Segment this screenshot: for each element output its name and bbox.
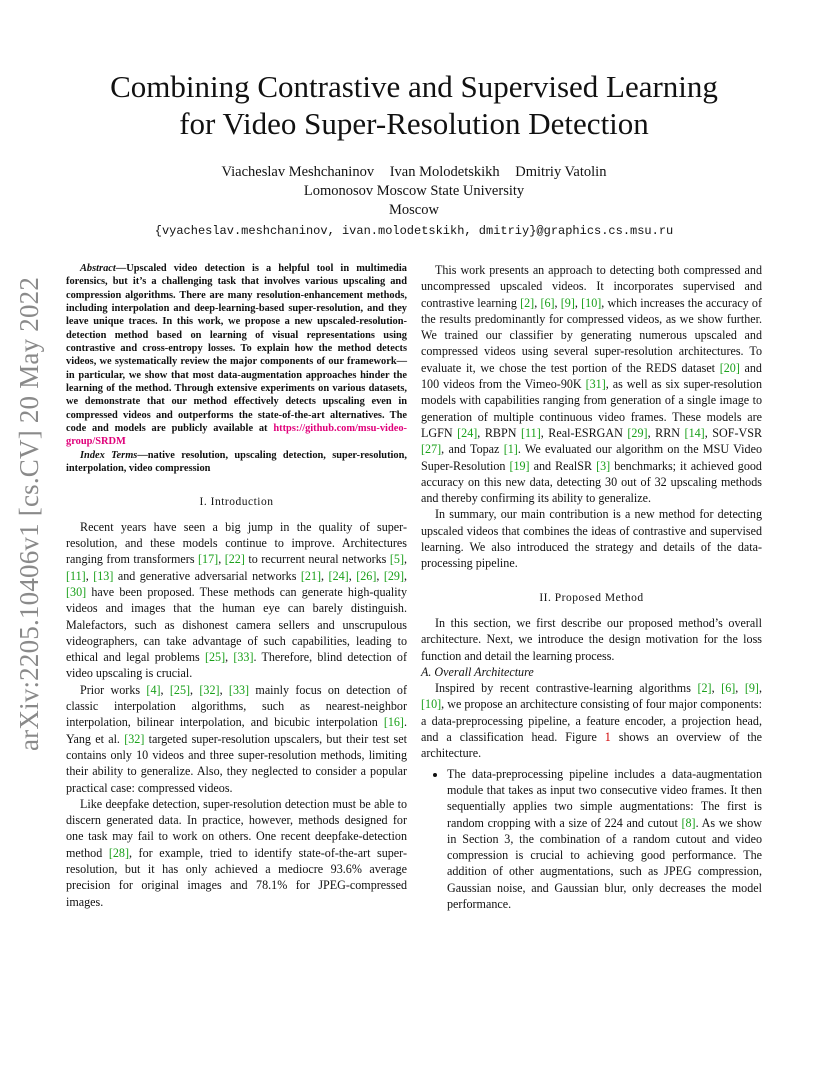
citation-link[interactable]: [2] — [520, 295, 535, 310]
list-item — [447, 766, 762, 913]
text-run: , — [160, 682, 170, 697]
text-run: This work presents an approach to detecting both compressed and uncompressed upscaled videos. It incorporates supervised and contrastive learning — [421, 263, 762, 310]
citation-link[interactable]: [19] — [509, 458, 530, 473]
text-run: , — [348, 568, 357, 583]
text-run: and generative adversarial networks — [113, 568, 301, 583]
text-run: , — [218, 552, 225, 567]
text-run: , for example, tried to identify state-of-the-art super-resolution, but it has only achieved a mediocre 93.6% average precision for original images and 78.1% for JPEG-compressed images. — [66, 845, 407, 909]
citation-link[interactable]: [25] — [204, 650, 226, 665]
citation-link[interactable]: [1] — [503, 442, 518, 457]
text-run: shows an overview of the architecture. — [421, 730, 762, 761]
text-run: to recurrent neural networks — [244, 552, 390, 567]
intro-paragraph-3 — [66, 796, 407, 910]
citation-link[interactable]: [8] — [681, 815, 696, 830]
text-run: . We evaluated our algorithm on the MSU Video Super-Resolution — [421, 442, 762, 473]
text-run: , which increases the accuracy of the results predominantly for compressed videos, as we show further. We trained our classifier by generating numerous upscaled and compressed videos using several super-resolution architectures. To evaluate it, we chose the test portion of the REDS dataset — [421, 295, 763, 375]
citation-link[interactable]: [6] — [721, 681, 736, 696]
text-run: , — [574, 295, 582, 310]
text-run: , — [534, 295, 541, 310]
figure-reference-link[interactable]: 1 — [604, 730, 611, 745]
citation-link[interactable]: [16] — [383, 715, 404, 730]
text-run: , — [190, 682, 200, 697]
architecture-paragraph — [421, 680, 762, 761]
text-run: , — [404, 568, 408, 583]
citation-link[interactable]: [21] — [300, 568, 322, 583]
architecture-component-list — [421, 766, 762, 913]
citation-link[interactable]: [20] — [719, 360, 740, 375]
section-heading-proposed-method: II. Proposed Method — [539, 591, 644, 604]
citation-link[interactable]: [9] — [560, 295, 575, 310]
citation-link[interactable]: [11] — [66, 568, 86, 583]
text-run: . As we show in Section 3, the combination of a random cutout and video compression is crucial to achieving good performance. The addition of other augmentations, such as JPEG compression, Gaussian noise, and Gaussian blur, only decreases the model performance. — [447, 815, 762, 911]
text-run: , Real-ESRGAN — [540, 425, 628, 440]
paper-header — [60, 68, 768, 240]
text-run: and 100 videos from the Vimeo-90K — [421, 360, 762, 392]
code-link[interactable]: https://github.com/msu-video-group/SRDM — [66, 423, 407, 448]
text-run: Like deepfake detection, super-resolution detection must be able to discern generated data. In practice, however, methods designed for one task may fail to work on others. One recent deepfake-detection method — [66, 796, 407, 860]
text-run: , and Topaz — [441, 442, 504, 457]
section-heading-introduction: I. Introduction — [199, 495, 274, 508]
citation-link[interactable]: [33] — [233, 650, 254, 665]
citation-link[interactable]: [29] — [383, 568, 405, 583]
text-run: , SOF-VSR — [704, 425, 763, 440]
text-run: , — [711, 681, 722, 696]
author-name: Viacheslav Meshchaninov — [221, 164, 375, 180]
method-paragraph: In this section, we first describe our proposed method’s overall architecture. Next, we introduce the design motivation for the loss function and detail the learning process. — [421, 615, 762, 663]
text-run: , — [758, 681, 762, 696]
text-run: , — [554, 295, 561, 310]
title-line-2: for Video Super-Resolution Detection — [179, 106, 649, 141]
citation-link[interactable]: [32] — [124, 731, 145, 746]
citation-link[interactable]: [14] — [684, 425, 705, 440]
citation-link[interactable]: [28] — [108, 845, 129, 860]
text-run: have been proposed. These methods can generate high-quality videos and images that the human eye can barely distinguish. Malefactors, such as dishonest camera sellers and unscrupulous videographers, can take advantage of such capabilities, leading to ethical and legal problems — [66, 584, 407, 665]
text-run: , — [225, 650, 234, 665]
author-list — [60, 163, 768, 182]
text-run: . Therefore, blind detection of video upscaling is crucial. — [66, 650, 407, 681]
citation-link[interactable]: [6] — [540, 295, 555, 310]
text-run: , RRN — [647, 425, 685, 440]
text-run: targeted super-resolution upscalers, but their test set contains only 10 videos and three super-resolution methods, limiting their ability to generalize. Also, they neglected to consider a popular practical case: compressed videos. — [66, 731, 407, 795]
email-addresses: {vyacheslav.meshchaninov, ivan.molodetskikh, dmitriy}@graphics.cs.msu.ru — [154, 224, 674, 238]
text-run: The data-preprocessing pipeline includes a data-augmentation module that takes as input two consecutive video frames. It then sequentially applies two simple augmentations: The first is random cropping with a size of 224 and cutout — [447, 766, 762, 830]
text-run: Inspired by recent contrastive-learning algorithms — [435, 681, 698, 696]
citation-link[interactable]: [31] — [585, 377, 606, 392]
text-run: , — [85, 568, 94, 583]
abstract-text: —Upscaled video detection is a helpful tool in multimedia forensics, but it’s a challenging task that involves various upscaling and compression algorithms. There are many resolution-enhancement methods, including interpolation and deep-learning-based super-resolution, and they leave unique traces. In this work, we propose a new upscaled-resolution-detection method based on learning of visual representations using contrastive and cross-entropy losses. To explain how the method detects videos, we systematically review the major components of our framework—in particular, we show that most data-augmentation approaches hinder the learning of the method. Through extensive experiments on various datasets, we demonstrate that our method effectively detects upscaling even in compressed videos and outperforms the state-of-the-art alternatives. The code and models are publicly available at — [66, 263, 407, 435]
citation-link[interactable]: [27] — [421, 442, 442, 457]
citation-link[interactable]: [4] — [146, 682, 161, 697]
index-terms-label: Index Terms — [80, 449, 138, 461]
title-line-1: Combining Contrastive and Supervised Learning — [110, 69, 718, 104]
text-run: benchmarks; it achieved good accuracy on this new data, detecting 30 out of 32 upscaling methods and thereby confirming its ability to generalize. — [421, 458, 762, 506]
text-run: . Yang et al. — [66, 715, 407, 746]
abstract-label: Abstract — [80, 263, 116, 274]
citation-link[interactable]: [29] — [627, 425, 648, 440]
text-run: Recent years have seen a big jump in the quality of super-resolution, and these models continue to improve. Architectures ranging from transformers — [66, 519, 407, 567]
text-run: , RBPN — [477, 425, 522, 440]
text-run: , we propose an architecture consisting of four major components: a data-preprocessing pipeline, a feature encoder, a projection head, and a classification head. Figure — [421, 697, 762, 745]
text-run: , — [376, 568, 384, 583]
citation-link[interactable]: [30] — [66, 584, 87, 599]
citation-link[interactable]: [3] — [596, 458, 611, 473]
text-run: , — [321, 568, 329, 583]
arxiv-identifier: arXiv:2205.10406v1 [cs.CV] 20 May 2022 — [14, 276, 44, 752]
affiliation: Lomonosov Moscow State University — [303, 183, 525, 199]
intro-paragraph-1 — [66, 519, 407, 682]
text-run: , — [219, 682, 229, 697]
text-run: , — [404, 552, 408, 567]
abstract — [66, 262, 407, 449]
author-name: Dmitriy Vatolin — [515, 164, 607, 180]
intro-paragraph-4 — [421, 262, 762, 506]
text-run: , as well as six super-resolution models with capabilities ranging from generation of a single image to generation of multiple continuous video frames. These models are LGFN — [421, 377, 762, 440]
index-terms-text: —native resolution, upscaling detection, super-resolution, interpolation, video compression — [66, 449, 407, 475]
citation-link[interactable]: [24] — [328, 568, 349, 583]
citation-link[interactable]: [13] — [93, 568, 114, 583]
citation-link[interactable]: [33] — [228, 682, 250, 697]
citation-link[interactable]: [26] — [356, 568, 377, 583]
left-column — [66, 262, 407, 910]
paper-title — [60, 68, 768, 142]
city: Moscow — [389, 202, 439, 218]
citation-link[interactable]: [17] — [198, 552, 219, 567]
text-run: mainly focus on detection of classic interpolation algorithms, such as nearest-neighbor interpolation, bilinear interpolation, and bicubic interpolation — [66, 682, 408, 730]
author-name: Ivan Molodetskikh — [389, 164, 500, 180]
index-terms — [66, 449, 407, 476]
citation-link[interactable]: [10] — [421, 697, 442, 712]
text-run: and RealSR — [529, 458, 597, 473]
citation-link[interactable]: [2] — [697, 681, 712, 696]
citation-link[interactable]: [9] — [744, 681, 759, 696]
contribution-paragraph: In summary, our main contribution is a new method for detecting upscaled videos that combines the ideas of contrastive and supervised learning. We also introduced the strategy and details of the data-processing pipeline. — [421, 507, 762, 571]
intro-paragraph-2 — [66, 682, 407, 796]
citation-link[interactable]: [11] — [521, 425, 541, 440]
citation-link[interactable]: [25] — [169, 682, 191, 697]
citation-link[interactable]: [22] — [224, 552, 245, 567]
citation-link[interactable]: [24] — [457, 425, 478, 440]
citation-link[interactable]: [10] — [581, 295, 602, 310]
citation-link[interactable]: [5] — [389, 552, 404, 567]
citation-link[interactable]: [32] — [199, 682, 220, 697]
right-column — [421, 262, 762, 912]
text-run: , — [735, 681, 745, 696]
text-run: Prior works — [80, 682, 147, 697]
subsection-heading-architecture: A. Overall Architecture — [421, 664, 534, 679]
